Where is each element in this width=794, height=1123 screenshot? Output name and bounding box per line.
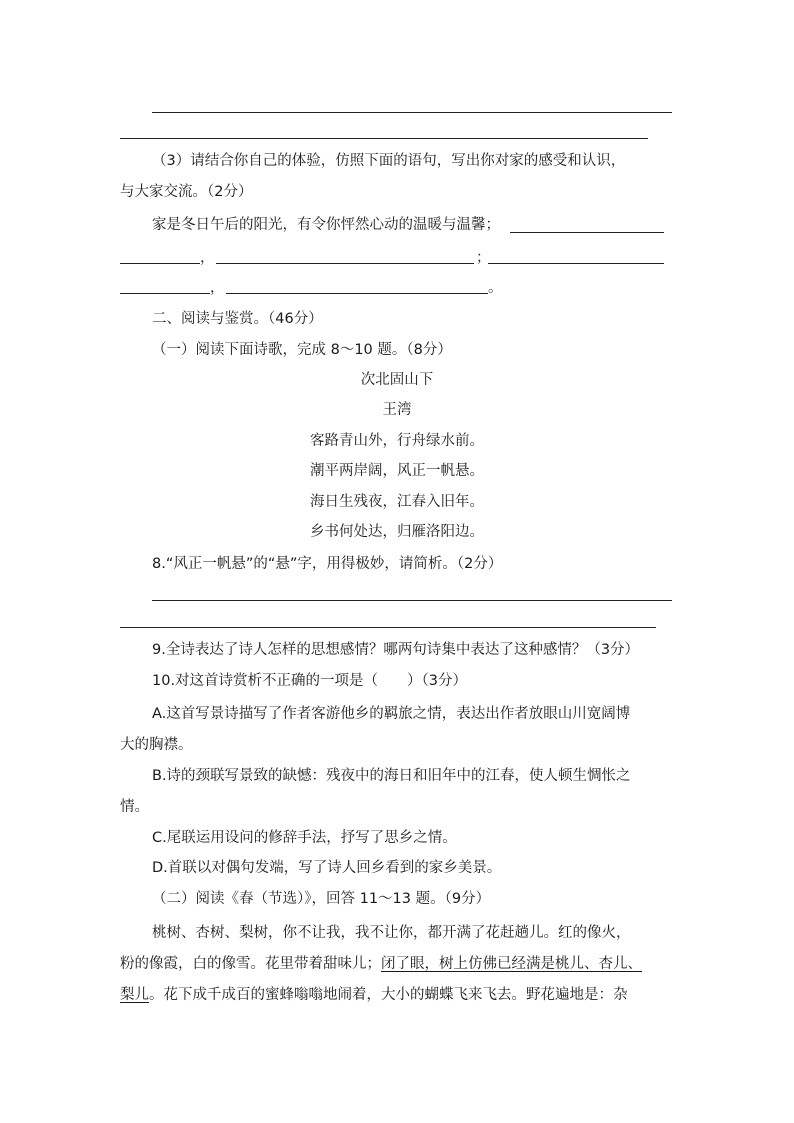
option-b-cont: 情。: [120, 799, 149, 815]
question-9: 9.全诗表达了诗人怎样的思想感情？哪两句诗集中表达了这种感情？（3分）: [152, 642, 640, 658]
underlined-sentence: 闭了眼，树上仿佛已经满是桃儿、杏儿、: [381, 956, 642, 972]
fill-blank[interactable]: [120, 293, 210, 294]
underlined-sentence: 梨儿: [120, 987, 149, 1003]
q3-prompt-line2: 与大家交流。（2分）: [120, 184, 253, 200]
option-a-cont: 大的胸襟。: [120, 737, 193, 753]
fill-blank[interactable]: [216, 263, 474, 264]
passage-text: 粉的像霞，白的像雪。花里带着甜味儿；: [120, 956, 381, 972]
part1-intro: （一）阅读下面诗歌，完成 8～10 题。（8分）: [152, 342, 452, 358]
option-c[interactable]: C.尾联运用设问的修辞手法，抒写了思乡之情。: [152, 830, 457, 846]
question-8: 8.“风正一帆悬”的“悬”字，用得极妙，请简析。（2分）: [152, 556, 503, 572]
poem-title: 次北固山下: [360, 372, 434, 388]
answer-line[interactable]: [120, 627, 656, 628]
semicolon: ；: [476, 250, 491, 266]
fill-blank[interactable]: [120, 263, 200, 264]
fill-blank[interactable]: [488, 263, 664, 264]
question-10: 10.对这首诗赏析不正确的一项是（ ）（3分）: [152, 673, 468, 689]
option-b[interactable]: B.诗的颈联写景致的缺憾：残夜中的海日和旧年中的江春，使人顿生惆怅之: [152, 768, 631, 784]
passage-line: 桃树、杏树、梨树，你不让我，我不让你，都开满了花赶趟儿。红的像火，: [152, 925, 631, 941]
passage-line: [120, 985, 628, 1005]
passage-line: [120, 954, 642, 974]
answer-line[interactable]: [152, 112, 672, 113]
poem-line: 潮平两岸阔，风正一帆悬。: [310, 463, 484, 479]
poem-line: 海日生残夜，江春入旧年。: [310, 494, 484, 510]
poem-author: 王湾: [382, 402, 412, 418]
q3-prompt-line1: （3）请结合你自己的体验，仿照下面的语句，写出你对家的感受和认识，: [152, 153, 626, 169]
option-a[interactable]: A.这首写景诗描写了作者客游他乡的羁旅之情，表达出作者放眼山川宽阔博: [152, 706, 631, 722]
option-d[interactable]: D.首联以对偶句发端，写了诗人回乡看到的家乡美景。: [152, 860, 502, 876]
fill-blank[interactable]: [510, 232, 664, 233]
answer-line[interactable]: [152, 600, 672, 601]
comma: ，: [200, 250, 215, 266]
fill-blank[interactable]: [226, 293, 488, 294]
poem-line: 客路青山外，行舟绿水前。: [310, 433, 484, 449]
answer-line[interactable]: [120, 138, 648, 139]
q3-example: 家是冬日午后的阳光，有令你怦然心动的温暖与温馨；: [152, 217, 500, 233]
period: 。: [488, 280, 503, 296]
passage-text: 。花下成千成百的蜜蜂嗡嗡地闹着，大小的蝴蝶飞来飞去。野花遍地是：杂: [149, 987, 628, 1003]
section-heading: 二、阅读与鉴赏。（46分）: [152, 311, 323, 327]
poem-line: 乡书何处达，归雁洛阳边。: [310, 524, 484, 540]
part2-intro: （二）阅读《春（节选）》，回答 11～13 题。（9分）: [152, 891, 491, 907]
comma: ，: [210, 280, 225, 296]
